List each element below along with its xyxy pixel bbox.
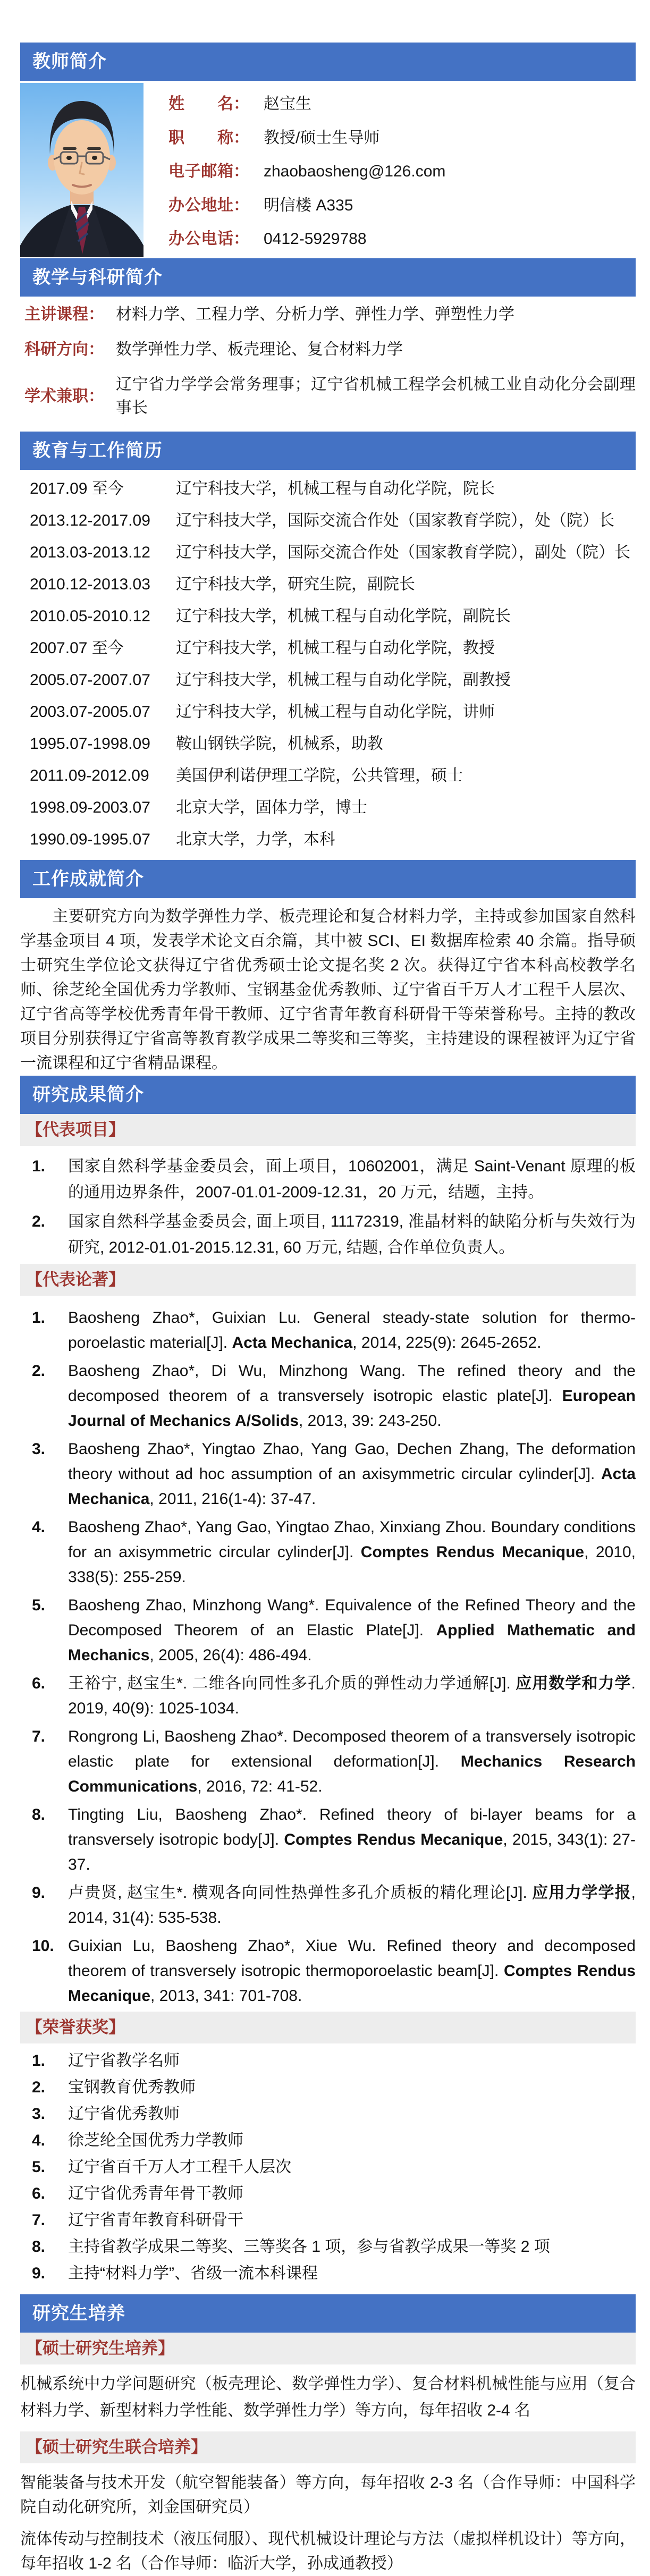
detail: 北京大学，固体力学，博士 <box>176 799 367 816</box>
period: 2013.03-2013.12 <box>30 544 150 561</box>
work-history-row <box>20 637 636 669</box>
publication-text <box>68 1515 636 1590</box>
publication-item <box>20 1437 636 1511</box>
section-header-education-work <box>20 432 636 470</box>
pub-pre: Guixian Lu, Baosheng Zhao*, Xiue Wu. Refined theory and decomposed theorem of transversely isotropic thermoporoelastic beam[J]. <box>68 1937 636 1980</box>
honor-item <box>20 2260 636 2287</box>
publication-text <box>68 1724 636 1799</box>
row-courses-value: 材料力学、工程力学、分析力学、弹性力学、弹塑性力学 <box>116 306 514 323</box>
pub-post: , 2010, 338(5): 255-259. <box>68 1543 636 1586</box>
item-number: 10. <box>32 1937 54 1955</box>
publication-item <box>20 1671 636 1721</box>
field-email-label: 电子邮箱 <box>168 163 233 180</box>
work-history-row <box>20 605 636 637</box>
row-research-direction-label: 科研方向： <box>24 341 104 358</box>
honor-text: 主持“材料力学”、省级一流本科课程 <box>68 2265 318 2282</box>
section-header-teacher-profile <box>20 43 636 81</box>
field-phone-colon: ： <box>233 230 249 248</box>
field-title-colon: ： <box>233 129 249 147</box>
pub-journal: 应用数学和力学 <box>516 1675 631 1692</box>
detail: 辽宁科技大学，国际交流合作处（国家教育学院），处（院）长 <box>176 512 614 529</box>
honor-text: 辽宁省优秀教师 <box>68 2105 180 2123</box>
publication-text <box>68 1305 636 1355</box>
section-title: 工作成就简介 <box>32 869 144 889</box>
joint-training-text-1: 智能装备与技术开发（航空智能装备）等方向，每年招收 2-3 名（合作导师：中国科学院自动化研究所，刘金国研究员） <box>20 2474 636 2516</box>
field-title-label: 职称 <box>168 129 233 147</box>
project-item <box>20 1153 636 1205</box>
period: 1990.09-1995.07 <box>30 831 150 848</box>
item-number: 8. <box>32 2238 46 2256</box>
field-office <box>168 195 636 216</box>
period: 2005.07-2007.07 <box>30 671 150 689</box>
master-training-text: 机械系统中力学问题研究（板壳理论、数学弹性力学）、复合材料机械性能与应用（复合材料力学、新型材料力学性能、数学弹性力学）等方向，每年招收 2-4 名 <box>20 2375 636 2419</box>
projects-list <box>20 1153 636 1261</box>
pub-pre: 王裕宁, 赵宝生*. 二维各向同性多孔介质的弹性动力学通解[J]. <box>68 1675 516 1692</box>
row-academic-posts-label: 学术兼职： <box>24 387 104 405</box>
pub-journal: 应用力学学报 <box>532 1884 631 1902</box>
row-academic-posts <box>20 373 636 420</box>
work-history-row <box>20 541 636 573</box>
detail: 鞍山钢铁学院，机械系，助教 <box>176 735 383 753</box>
subheading-publications: 【代表论著】 <box>20 1264 636 1296</box>
work-history-row <box>20 573 636 605</box>
item-number: 6. <box>32 1675 46 1692</box>
row-courses <box>20 303 636 326</box>
period: 1995.07-1998.09 <box>30 735 150 753</box>
section-title: 教师简介 <box>32 52 107 72</box>
detail: 辽宁科技大学，机械工程与自动化学院，院长 <box>176 480 495 497</box>
work-history-row <box>20 700 636 732</box>
row-research-direction <box>20 338 636 361</box>
work-history-row <box>20 764 636 796</box>
honor-item <box>20 2074 636 2101</box>
item-number: 3. <box>32 1440 46 1458</box>
pub-journal: Comptes Rendus Mecanique <box>284 1831 503 1848</box>
honor-item <box>20 2207 636 2234</box>
honor-item <box>20 2234 636 2260</box>
work-history-row <box>20 477 636 509</box>
honor-item <box>20 2154 636 2181</box>
work-history-row <box>20 732 636 764</box>
publication-item <box>20 1802 636 1877</box>
item-number: 9. <box>32 1884 46 1902</box>
honor-item <box>20 2127 636 2154</box>
pub-post: , 2005, 26(4): 486-494. <box>149 1646 312 1664</box>
item-number: 3. <box>32 2105 46 2123</box>
pub-post: , 2013, 341: 701-708. <box>150 1987 302 2005</box>
field-email <box>168 161 636 182</box>
project-item <box>20 1209 636 1261</box>
period: 2011.09-2012.09 <box>30 767 149 784</box>
work-history-row <box>20 796 636 828</box>
honors-list <box>20 2048 636 2287</box>
section-header-teaching-research <box>20 258 636 297</box>
detail: 美国伊利诺伊理工学院，公共管理，硕士 <box>176 767 463 784</box>
work-history-list <box>20 477 636 860</box>
period: 2013.12-2017.09 <box>30 512 150 529</box>
honor-text: 辽宁省优秀青年骨干教师 <box>68 2185 243 2202</box>
honor-text: 辽宁省青年教育科研骨干 <box>68 2211 243 2229</box>
item-number: 4. <box>32 2132 46 2149</box>
item-number: 5. <box>32 2158 46 2176</box>
row-academic-posts-value: 辽宁省力学学会常务理事；辽宁省机械工程学会机械工业自动化分会副理事长 <box>116 376 636 417</box>
item-number: 7. <box>32 2211 46 2229</box>
subheading-joint-training: 【硕士研究生联合培养】 <box>20 2431 636 2463</box>
profile-fields <box>168 83 636 258</box>
period: 2003.07-2005.07 <box>30 703 150 721</box>
field-phone-value: 0412-5929788 <box>264 230 367 248</box>
detail: 辽宁科技大学，机械工程与自动化学院，副院长 <box>176 607 511 625</box>
item-number: 2. <box>32 2079 46 2096</box>
field-email-colon: ： <box>233 163 249 180</box>
portrait-svg <box>20 83 143 257</box>
publication-text <box>68 1358 636 1433</box>
pub-post: , 2013, 39: 243-250. <box>298 1412 442 1430</box>
joint-training-text-2: 流体传动与控制技术（液压伺服）、现代机械设计理论与方法（虚拟样机设计）等方向，每年招收 1-2 名（合作导师：临沂大学，孙成通教授） <box>20 2530 636 2572</box>
item-number: 5. <box>32 1597 46 1614</box>
pub-post: , 2015, 343(1): 27-37. <box>68 1831 636 1873</box>
publication-text <box>68 1437 636 1511</box>
item-number: 1. <box>32 1309 46 1327</box>
publication-item <box>20 1880 636 1930</box>
publication-item <box>20 1515 636 1590</box>
publication-item <box>20 1933 636 2008</box>
detail: 辽宁科技大学，机械工程与自动化学院，教授 <box>176 639 495 657</box>
row-courses-label: 主讲课程： <box>24 306 104 323</box>
pub-journal: Acta Mechanica <box>68 1465 636 1508</box>
pub-pre: Baosheng Zhao*, Yingtao Zhao, Yang Gao, Dechen Zhang, The deformation theory without ad hoc assumption of an axisymmetric circular cylinder[J]. <box>68 1440 636 1483</box>
item-number: 9. <box>32 2265 46 2282</box>
honor-text: 宝钢教育优秀教师 <box>68 2079 196 2096</box>
honor-text: 徐芝纶全国优秀力学教师 <box>68 2132 243 2149</box>
work-history-row <box>20 509 636 541</box>
honor-item <box>20 2101 636 2127</box>
publication-text <box>68 1593 636 1668</box>
section-header-graduate-training <box>20 2294 636 2333</box>
section-header-achievements <box>20 860 636 898</box>
publication-item <box>20 1593 636 1668</box>
field-office-label: 办公地址 <box>168 196 233 214</box>
publications-list <box>20 1305 636 2008</box>
pub-journal: Mechanics Research Communications <box>68 1753 636 1795</box>
detail: 辽宁科技大学，研究生院，副院长 <box>176 576 415 593</box>
pub-journal: Acta Mechanica <box>232 1334 353 1352</box>
portrait-photo <box>20 83 143 257</box>
period: 2017.09 至今 <box>30 480 124 497</box>
field-name-value: 赵宝生 <box>264 95 311 113</box>
detail: 辽宁科技大学，机械工程与自动化学院，副教授 <box>176 671 511 689</box>
field-title-value: 教授/硕士生导师 <box>264 129 380 147</box>
pub-post: , 2016, 72: 41-52. <box>197 1778 323 1795</box>
item-number: 2. <box>32 1362 46 1380</box>
honor-text: 主持省教学成果二等奖、三等奖各 1 项，参与省教学成果一等奖 2 项 <box>68 2238 550 2256</box>
profile-block <box>20 83 636 258</box>
subheading-honors: 【荣誉获奖】 <box>20 2012 636 2043</box>
detail: 辽宁科技大学，机械工程与自动化学院，讲师 <box>176 703 495 721</box>
honor-text: 辽宁省百千万人才工程千人层次 <box>68 2158 291 2176</box>
honor-item <box>20 2181 636 2207</box>
publication-item <box>20 1305 636 1355</box>
field-name-label: 姓名 <box>168 95 233 113</box>
pub-post: , 2014, 31(4): 535-538. <box>68 1884 636 1927</box>
field-email-value: zhaobaosheng@126.com <box>264 163 446 180</box>
detail: 北京大学，力学，本科 <box>176 831 335 848</box>
field-phone-label: 办公电话 <box>168 230 233 248</box>
pub-journal: Comptes Rendus Mecanique <box>360 1543 585 1561</box>
item-number: 4. <box>32 1518 46 1536</box>
subheading-master-training: 【硕士研究生培养】 <box>20 2333 636 2364</box>
pub-pre: 卢贵贤, 赵宝生*. 横观各向同性热弹性多孔介质板的精化理论[J]. <box>68 1884 533 1902</box>
pub-post: , 2014, 225(9): 2645-2652. <box>352 1334 542 1352</box>
work-history-row <box>20 828 636 860</box>
section-title: 研究生培养 <box>32 2303 125 2324</box>
section-header-research-results <box>20 1076 636 1114</box>
project-text: 国家自然科学基金委员会，面上项目，10602001，满足 Saint-Venant 原理的板的通用边界条件，2007-01.01-2009-12.31，20 万元，结题，主持。 <box>68 1158 636 1201</box>
section-title: 教育与工作简历 <box>32 441 163 461</box>
subheading-projects: 【代表项目】 <box>20 1114 636 1146</box>
publication-item <box>20 1724 636 1799</box>
pub-pre: Baosheng Zhao, Minzhong Wang*. Equivalence of the Refined Theory and the Decomposed Theorem of an Elastic Plate[J]. <box>68 1597 636 1639</box>
pub-journal: Comptes Rendus Mecanique <box>68 1962 636 2005</box>
pub-journal: Applied Mathematic and Mechanics <box>68 1621 636 1664</box>
field-phone <box>168 229 636 250</box>
row-research-direction-value: 数学弹性力学、板壳理论、复合材料力学 <box>116 341 403 358</box>
section-title: 教学与科研简介 <box>32 267 163 288</box>
publication-text <box>68 1933 636 2008</box>
period: 2010.05-2010.12 <box>30 607 150 625</box>
item-number: 8. <box>32 1806 46 1823</box>
field-title <box>168 128 636 149</box>
item-number: 7. <box>32 1728 46 1745</box>
publication-item <box>20 1358 636 1433</box>
period: 2010.12-2013.03 <box>30 576 150 593</box>
field-name <box>168 94 636 115</box>
project-text: 国家自然科学基金委员会, 面上项目, 11172319, 准晶材料的缺陷分析与失效行为研究, 2012-01.01-2015.12.31, 60 万元, 结题, 合作单位负责人。 <box>68 1213 636 1256</box>
field-office-colon: ： <box>233 196 249 214</box>
publication-text <box>68 1880 636 1930</box>
pub-post: , 2011, 216(1-4): 37-47. <box>149 1490 316 1508</box>
detail: 辽宁科技大学，国际交流合作处（国家教育学院），副处（院）长 <box>176 544 630 561</box>
item-number: 6. <box>32 2185 46 2202</box>
work-history-row <box>20 669 636 700</box>
pub-pre: Rongrong Li, Baosheng Zhao*. Decomposed theorem of a transversely isotropic elastic plate for extensional deformation[J]. <box>68 1728 636 1770</box>
item-number: 1. <box>32 2052 46 2070</box>
achievements-paragraph: 主要研究方向为数学弹性力学、板壳理论和复合材料力学，主持或参加国家自然科学基金项目 4 项，发表学术论文百余篇，其中被 SCI、EI 数据库检索 40 余篇。指导硕士研究生学位论文获得辽宁省优秀硕士论文提名奖 2 次。获得辽宁省本科高校教学名师、徐芝纶全国优秀力学教师、宝钢基金优秀教师、辽宁省百千万人才工程千人层次、辽宁省高等学校优秀青年骨干教师、辽宁省青年教育科研骨干等荣誉称号。主持的教改项目分别获得辽宁省高等教育教学成果二等奖和三等奖，主持建设的课程被评为辽宁省一流课程和辽宁省精品课程。 <box>20 908 636 1072</box>
pub-pre: Baosheng Zhao*, Yang Gao, Yingtao Zhao, Xinxiang Zhou. Boundary conditions for an axisymmetric circular cylinder[J]. <box>68 1518 636 1561</box>
publication-text <box>68 1671 636 1721</box>
period: 1998.09-2003.07 <box>30 799 150 816</box>
pub-journal: European Journal of Mechanics A/Solids <box>68 1387 636 1430</box>
section-title: 研究成果简介 <box>32 1085 144 1105</box>
honor-item <box>20 2048 636 2074</box>
teaching-research-block <box>20 303 636 420</box>
honor-text: 辽宁省教学名师 <box>68 2052 180 2070</box>
field-name-colon: ： <box>233 95 249 113</box>
period: 2007.07 至今 <box>30 639 124 657</box>
pub-post: . 2019, 40(9): 1025-1034. <box>68 1675 636 1717</box>
item-number: 2. <box>32 1213 46 1230</box>
publication-text <box>68 1802 636 1877</box>
pub-pre: Baosheng Zhao*, Guixian Lu. General steady-state solution for thermo-poroelastic material[J]. <box>68 1309 636 1352</box>
pub-pre: Baosheng Zhao*, Di Wu, Minzhong Wang. The refined theory and the decomposed theorem of a transversely isotropic elastic plate[J]. <box>68 1362 636 1405</box>
field-office-value: 明信楼 A335 <box>264 196 353 214</box>
item-number: 1. <box>32 1158 46 1175</box>
pub-pre: Tingting Liu, Baosheng Zhao*. Refined theory of bi-layer beams for a transversely isotropic body[J]. <box>68 1806 636 1848</box>
